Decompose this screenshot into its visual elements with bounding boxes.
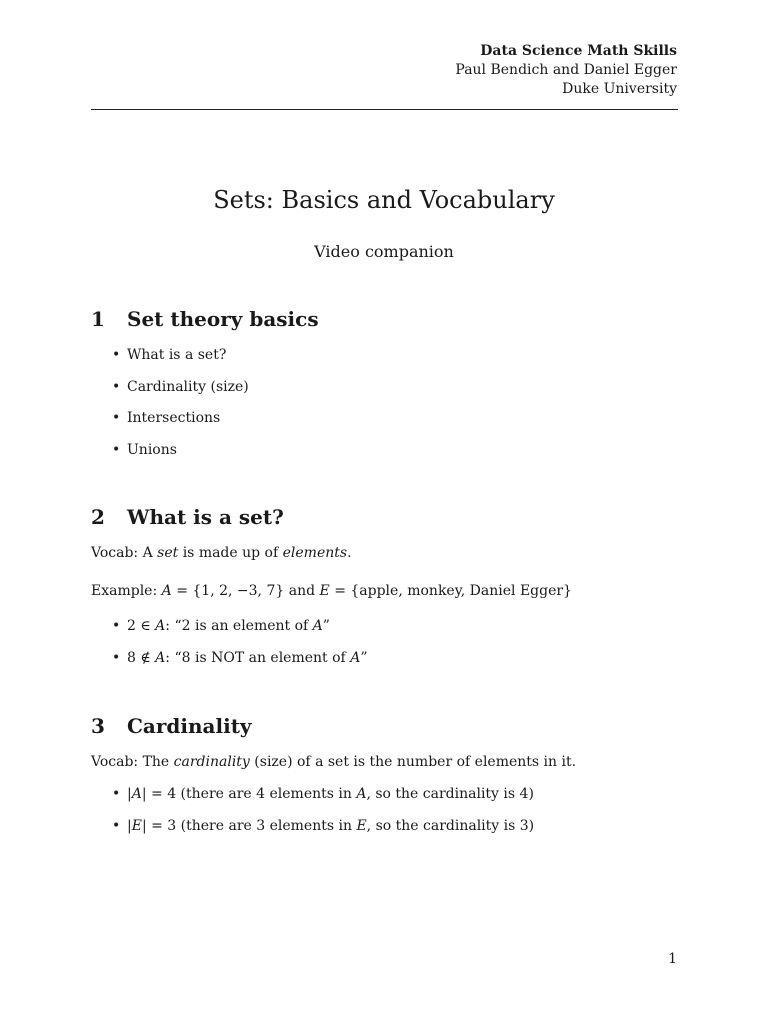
- document-subtitle: Video companion: [314, 242, 454, 261]
- math-var: A: [155, 649, 166, 666]
- term: cardinality: [173, 754, 250, 770]
- text: and: [284, 583, 320, 599]
- math-var: A: [350, 649, 361, 666]
- section-title: Set theory basics: [127, 307, 319, 331]
- text: , so the cardinality is 4): [366, 786, 534, 802]
- bullet-icon: •: [112, 786, 121, 802]
- math-var: A: [131, 786, 142, 802]
- math-var: A: [161, 583, 172, 599]
- vocab-set-paragraph: [91, 545, 352, 561]
- list-item-text: What is a set?: [127, 347, 227, 363]
- section-1-heading: [91, 307, 319, 331]
- math: |: [127, 817, 132, 834]
- section-title: Cardinality: [127, 714, 252, 738]
- term: elements: [282, 545, 348, 561]
- list-item: [112, 818, 534, 850]
- bullet-icon: •: [112, 817, 121, 834]
- vocab-cardinality-paragraph: [91, 754, 576, 770]
- bullet-icon: •: [112, 618, 121, 634]
- text: Vocab: A: [91, 545, 158, 561]
- math-var: E: [356, 817, 367, 834]
- list-item: [112, 379, 249, 411]
- text: | = 3 (there are 3 elements in: [141, 817, 357, 834]
- section-2-bullet-list: [112, 618, 367, 681]
- math-var: E: [131, 817, 142, 834]
- list-item: [112, 618, 367, 650]
- section-1-bullet-list: [112, 347, 249, 473]
- page-header: [455, 42, 677, 99]
- course-title: Data Science Math Skills: [480, 43, 677, 59]
- math: |: [127, 786, 132, 802]
- math-var: E: [319, 583, 330, 599]
- text: ”: [360, 649, 368, 666]
- term: set: [157, 545, 179, 561]
- math: = {1, 2, −3, 7}: [171, 583, 285, 599]
- list-item: [112, 410, 249, 442]
- text: ”: [322, 618, 330, 634]
- bullet-icon: •: [112, 441, 121, 458]
- bullet-icon: •: [112, 378, 121, 395]
- text: : “8 is NOT an element of: [165, 649, 351, 666]
- list-item: [112, 650, 367, 682]
- math: = {apple, monkey, Daniel Egger}: [329, 583, 572, 599]
- section-3-heading: [91, 714, 252, 738]
- section-title: What is a set?: [127, 505, 284, 529]
- text: .: [347, 545, 352, 561]
- math-var: A: [312, 618, 323, 634]
- example-paragraph: [91, 583, 572, 599]
- text: is made up of: [178, 545, 283, 561]
- section-3-bullet-list: [112, 786, 534, 849]
- authors: Paul Bendich and Daniel Egger: [455, 62, 677, 78]
- bullet-icon: •: [112, 410, 121, 426]
- text: Vocab: The: [91, 754, 174, 770]
- section-number: 2: [91, 505, 105, 529]
- text: , so the cardinality is 3): [366, 817, 535, 834]
- math-var: A: [155, 618, 166, 634]
- page-number-text: 1: [668, 951, 677, 967]
- math-var: A: [356, 786, 367, 802]
- bullet-icon: •: [112, 347, 121, 363]
- math: 8 ∉: [127, 649, 156, 666]
- list-item: [112, 347, 249, 379]
- text: (size) of a set is the number of elements in it.: [249, 754, 577, 770]
- institution: Duke University: [562, 81, 677, 97]
- list-item-text: Intersections: [127, 410, 221, 426]
- list-item: [112, 786, 534, 818]
- header-rule: [91, 109, 678, 110]
- list-item-text: Cardinality (size): [127, 378, 249, 395]
- text: | = 4 (there are 4 elements in: [141, 786, 357, 802]
- text: : “2 is an element of: [165, 618, 313, 634]
- section-number: 1: [91, 307, 105, 331]
- section-2-heading: [91, 505, 284, 529]
- list-item-text: Unions: [127, 441, 177, 458]
- list-item: [112, 442, 249, 474]
- bullet-icon: •: [112, 649, 121, 666]
- text: Example:: [91, 583, 162, 599]
- section-number: 3: [91, 714, 105, 738]
- document-title: Sets: Basics and Vocabulary: [213, 186, 555, 214]
- math: 2 ∈: [127, 618, 156, 634]
